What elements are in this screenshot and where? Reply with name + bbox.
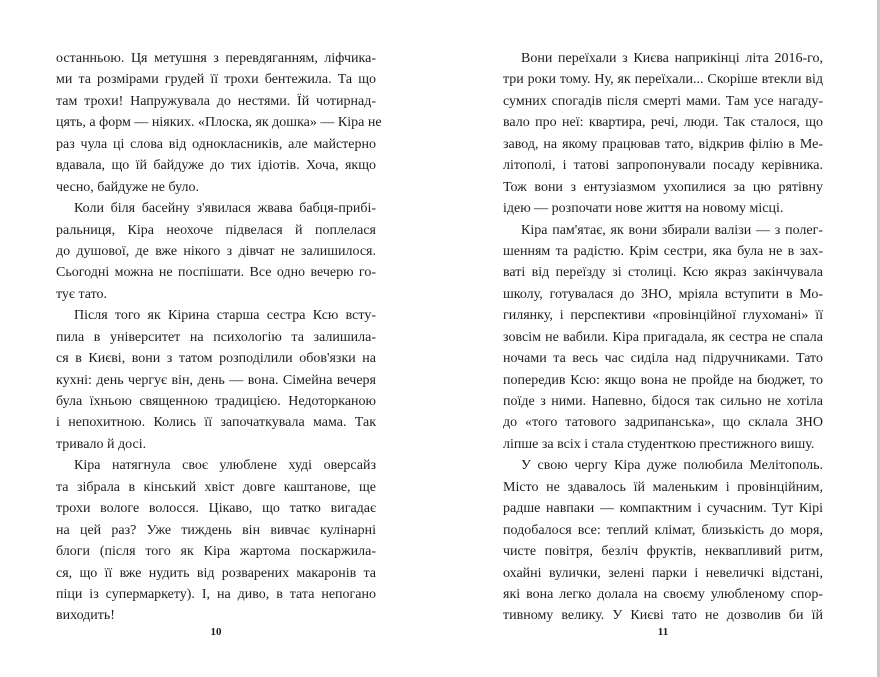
text-line: тривало й досі. [56, 436, 147, 452]
text-line: літополі, і татові запропонували посаду керівника. [503, 158, 823, 174]
text-line: Місто не здавалось їй маленьким і провінційним, [503, 479, 823, 495]
text-line: чисте повітря, безліч фруктів, неквапливий ритм, [503, 544, 823, 560]
text-line: подобалося все: теплий клімат, близькість до моря, [503, 522, 823, 538]
text-line: завод, на якому працював тато, відкрив філію в Ме- [503, 136, 823, 152]
text-line: ми та розмірами грудей її трохи бентежила. Та що [56, 72, 376, 88]
text-line: шенням та радістю. Крім сестри, яка була не в зах- [503, 243, 823, 259]
text-line: блоги (після того як Кіра жартома поскаржила- [56, 544, 376, 560]
text-line: вало про неї: квартира, речі, люди. Так сталося, що [503, 115, 823, 131]
text-line: ральниця, Кіра неохоче підвелася й поплелася [56, 222, 376, 238]
text-line: охайні вулички, зелені парки і невеличкі відстані, [503, 565, 823, 581]
text-line: ваті від переїзду зі столиці. Ксю якраз закінчувала [503, 265, 823, 281]
text-line: до душової, де вже нікого з дівчат не залишилося. [56, 243, 376, 259]
text-line: виходить! [56, 608, 115, 624]
text-line: кухні: день чергує він, день — вона. Сімейна вечеря [56, 372, 376, 388]
text-line: тивному велику. У Києві тато не дозволив би їй [503, 608, 823, 624]
text-line: там трохи! Напружувала до нестями. Їй чотирнад- [56, 93, 376, 109]
text-line: пила в університет на психологію та залишила- [56, 329, 376, 345]
text-line: Вони переїхали з Києва наприкінці літа 2016-го, [521, 51, 823, 66]
text-line: Тож вони з ентузіазмом ухопилися за цю рятівну [503, 179, 823, 195]
text-line: та зібрала в кінський хвіст довге каштанове, ще [56, 479, 376, 495]
text-line: піци із супермаркету). І, на диво, в тата непогано [56, 586, 376, 602]
text-line: які вона легко долала на своєму улюбленому спор- [503, 586, 823, 602]
text-line: до «того татового задрипанська», що склала ЗНО [503, 415, 823, 431]
text-line: тує тато. [56, 286, 108, 302]
text-line: ідею — розпочати нове життя на новому місці. [503, 201, 784, 217]
page-number-left: 10 [210, 626, 222, 638]
text-line: радше навпаки — компактним і сучасним. Тут Кірі [503, 501, 823, 517]
text-line: три роки тому. Ну, як переїхали... Скоріше втекли від [503, 72, 823, 88]
text-line: трохи вологе волосся. Цікаво, що татко вигадає [56, 501, 376, 517]
right-page-text [503, 48, 823, 627]
text-line: Після того як Кірина старша сестра Ксю всту- [74, 308, 376, 324]
text-line: була їхньою священною традицією. Недоторканою [56, 394, 376, 409]
text-line: Кіра натягнула своє улюблене худі оверсайз [74, 458, 376, 474]
text-line: гилянку, і перспективи «провінційної глухомані» її [503, 308, 823, 324]
text-line: вдавала, що їй байдуже до тих ідіотів. Хоча, якщо [56, 158, 376, 174]
text-line: поїде з ними. Напевно, бідося так сильно не хотіла [503, 394, 823, 409]
text-line: останньою. Ця метушня з перевдяганням, ліфчика- [56, 51, 376, 66]
text-line: ся в Києві, вони з татом розподілили обов'язки на [56, 351, 376, 367]
text-line: ночами та весь час сиділа над підручниками. Тато [503, 351, 823, 367]
left-page-text [56, 48, 382, 627]
text-line: на цей раз? Уже тиждень він вивчає кулінарні [56, 522, 376, 538]
page-number-right: 11 [657, 626, 669, 638]
text-line: У свою чергу Кіра дуже полюбила Мелітополь. [521, 458, 823, 474]
text-line: школу, готувалася до ЗНО, мріяла вступити в Мо- [503, 286, 823, 302]
text-line: сумних спогадів після смерті мами. Там усе нагаду- [503, 93, 823, 109]
text-line: раз чула ці слова від однокласників, але майстерно [56, 136, 376, 152]
text-line: зовсім не вабили. Кіра пригадала, як сестра не спала [503, 329, 823, 345]
text-line: ся, що її вже нудить від розварених макаронів та [56, 565, 376, 581]
text-line: Кіра пам'ятає, як вони збирали валізи — з полег- [521, 222, 823, 238]
text-line: ліпше за всіх і стала студенткою престижного вишу. [503, 436, 815, 452]
text-line: Сьогодні можна не поспішати. Все одно вечерю го- [56, 265, 376, 281]
text-line: чесно, байдуже не було. [56, 179, 199, 195]
text-line: попередив Ксю: якщо вона не пройде на бюджет, то [503, 372, 823, 388]
text-line: і непохитною. Колись її започаткувала мама. Так [56, 415, 376, 431]
text-line: Коли біля басейну з'явилася жвава бабця-прибі- [74, 201, 376, 217]
text-line: цять, а форм — ніяких. «Плоска, як дошка» — Кіра не [56, 115, 382, 131]
